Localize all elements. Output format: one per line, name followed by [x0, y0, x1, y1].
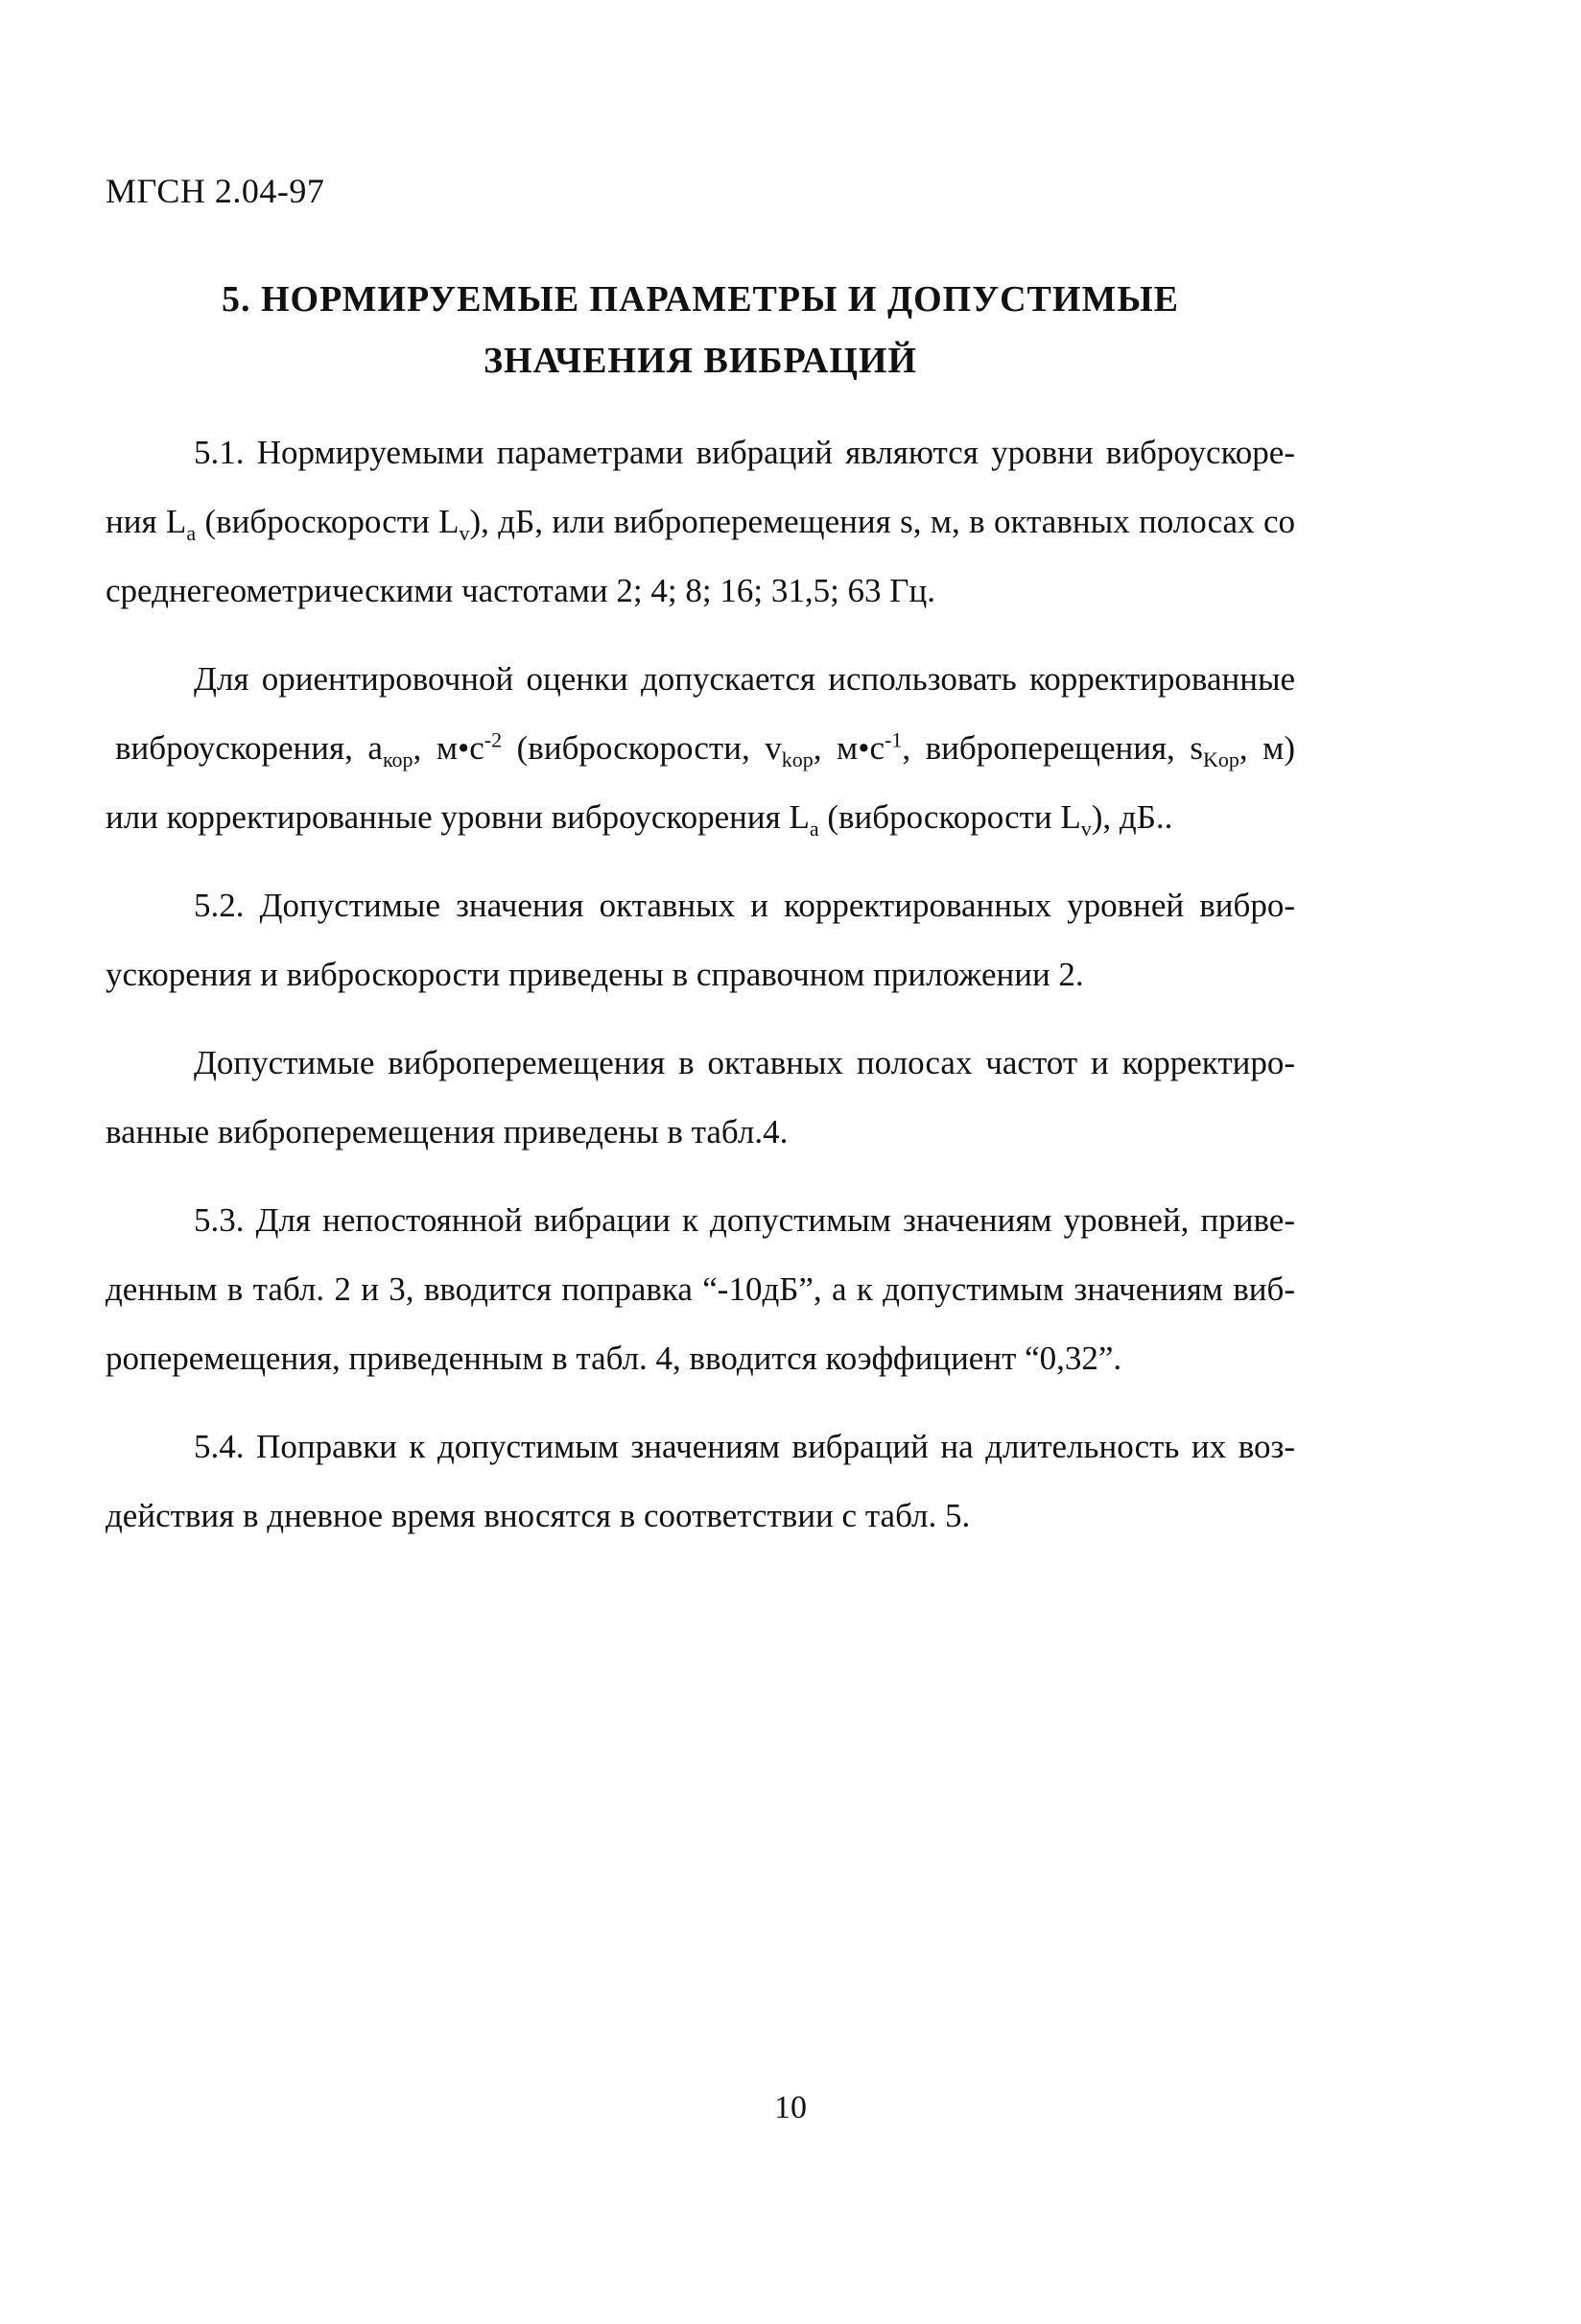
- paragraph-5-1-note: [106, 645, 1295, 852]
- text-line: [106, 783, 1295, 852]
- section-title-line-1: 5. НОРМИРУЕМЫЕ ПАРАМЕТРЫ И ДОПУСТИМЫЕ: [221, 279, 1179, 320]
- subscript: kop: [781, 747, 814, 771]
- text-run: , м•с: [813, 729, 885, 767]
- text-run: ния L: [106, 503, 187, 540]
- text-line: 5.1. Нормируемыми параметрами вибраций являются уровни виброускоре-: [194, 434, 1295, 471]
- section-title: [106, 269, 1295, 391]
- text-line: роперемещения, приведенным в табл. 4, вводится коэффициент “0,32”.: [106, 1340, 1122, 1377]
- subscript: кор: [382, 747, 413, 771]
- text-line: Для ориентировочной оценки допускается использовать корректированные: [194, 660, 1295, 698]
- text-run: ), дБ, или виброперемещения s, м, в октавных полосах со: [469, 503, 1295, 540]
- document-code: МГСН 2.04-97: [106, 172, 325, 210]
- paragraph-5-2-note: [106, 1029, 1295, 1167]
- text-line: действия в дневное время вносятся в соответствии с табл. 5.: [106, 1497, 971, 1534]
- text-line: 5.3. Для непостоянной вибрации к допустимым значениям уровней, приве-: [194, 1201, 1295, 1239]
- superscript: -1: [885, 727, 903, 752]
- text-line: 5.4. Поправки к допустимым значениям вибраций на длительность их воз-: [194, 1428, 1295, 1465]
- text-run: или корректированные уровни виброускорения L: [106, 798, 810, 836]
- subscript: v: [459, 521, 470, 545]
- subscript: Kop: [1202, 747, 1239, 771]
- text-run: , виброперещения, s: [902, 729, 1203, 767]
- text-line: ванные виброперемещения приведены в табл.4.: [106, 1113, 789, 1150]
- superscript: -2: [484, 727, 503, 752]
- text-run: ), дБ..: [1091, 798, 1173, 836]
- body-text: [106, 418, 1295, 1570]
- text-line: ускорения и виброскорости приведены в справочном приложении 2.: [106, 956, 1084, 993]
- text-line: 5.2. Допустимые значения октавных и корректированных уровней вибро-: [194, 887, 1295, 924]
- subscript: a: [186, 521, 197, 545]
- subscript: a: [809, 817, 819, 841]
- subscript: v: [1080, 817, 1092, 841]
- text-run: , м): [1239, 729, 1295, 767]
- paragraph-5-3: [106, 1186, 1295, 1393]
- paragraph-5-2: [106, 871, 1295, 1009]
- text-line: среднегеометрическими частотами 2; 4; 8; 16; 31,5; 63 Гц.: [106, 572, 936, 609]
- text-line: денным в табл. 2 и 3, вводится поправка “-10дБ”, а к допустимым значениям виб-: [106, 1270, 1295, 1308]
- text-run: , м•с: [413, 729, 484, 767]
- text-line: Допустимые виброперемещения в октавных полосах частот и корректиро-: [194, 1044, 1295, 1081]
- paragraph-5-4: [106, 1412, 1295, 1551]
- text-run: (виброскорости L: [196, 503, 460, 540]
- text-line: [106, 487, 1295, 557]
- text-line: [106, 714, 1295, 783]
- page-number: 10: [774, 2090, 807, 2125]
- text-run: виброускорения, a: [115, 729, 383, 767]
- section-title-line-2: ЗНАЧЕНИЯ ВИБРАЦИЙ: [483, 341, 918, 381]
- text-run: (виброскорости, v: [502, 729, 782, 767]
- text-run: (виброскорости L: [818, 798, 1081, 836]
- paragraph-5-1: [106, 418, 1295, 626]
